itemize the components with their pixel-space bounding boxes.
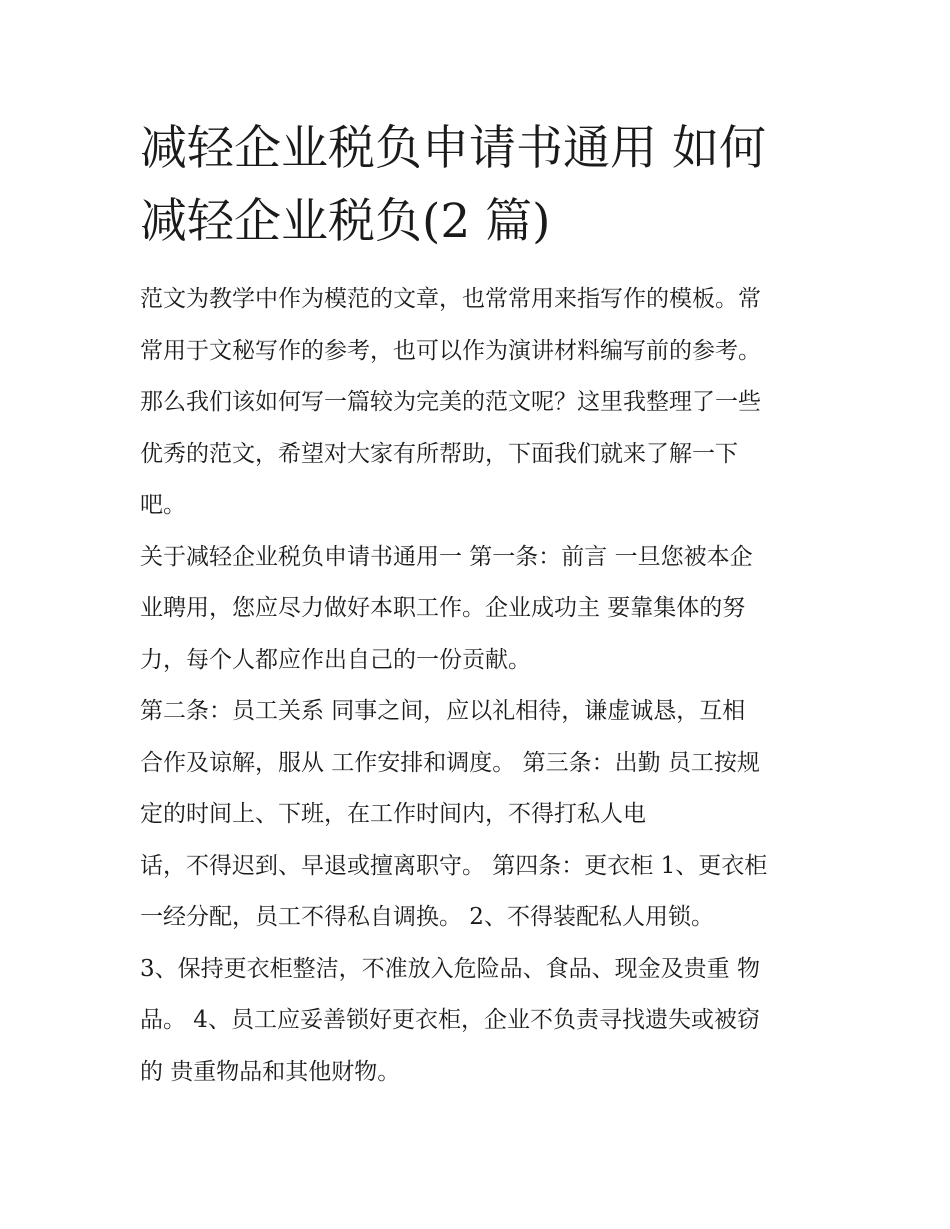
- paragraph-article-1: [140, 532, 830, 687]
- text-line: 优秀的范文，希望对大家有所帮助，下面我们就来了解一下: [140, 440, 738, 467]
- text-line: 话，不得迟到、早退或擅离职守。 第四条：更衣柜 1、更衣柜: [140, 852, 768, 879]
- text-line: 品。 4、员工应妥善锁好更衣柜，企业不负责寻找遗失或被窃: [140, 1007, 760, 1033]
- text-line: 定的时间上、下班，在工作时间内，不得打私人电: [140, 801, 646, 827]
- text-line: 第二条：员工关系 同事之间，应以礼相待，谦虚诚恳，互相: [140, 698, 746, 724]
- paragraph-intro: [140, 274, 830, 532]
- text-line: 吧。: [140, 492, 186, 518]
- document-title: [140, 112, 830, 258]
- text-line: 力，每个人都应作出自己的一份贡献。: [140, 646, 531, 673]
- text-line: 一经分配，员工不得私自调换。 2、不得装配私人用锁。: [140, 904, 714, 930]
- paragraph-articles-2-4: [140, 686, 830, 944]
- document-body: [140, 274, 830, 1098]
- text-line: 那么我们该如何写一篇较为完美的范文呢？这里我整理了一些: [140, 389, 761, 415]
- title-line: 减轻企业税负(2 篇): [140, 194, 551, 249]
- paragraph-locker-rules: [140, 944, 830, 1099]
- text-line: 3、保持更衣柜整洁，不准放入危险品、食品、现金及贵重 物: [140, 955, 760, 982]
- text-line: 业聘用，您应尽力做好本职工作。企业成功主 要靠集体的努: [140, 595, 746, 621]
- text-line: 合作及谅解，服从 工作安排和调度。 第三条：出勤 员工按规: [140, 749, 760, 776]
- text-line: 常用于文秘写作的参考，也可以作为演讲材料编写前的参考。: [140, 337, 761, 364]
- text-line: 关于减轻企业税负申请书通用一 第一条：前言 一旦您被本企: [140, 543, 753, 570]
- title-line: 减轻企业税负申请书通用 如何: [140, 121, 766, 176]
- text-line: 范文为教学中作为模范的文章，也常常用来指写作的模板。常: [140, 286, 761, 312]
- text-line: 的 贵重物品和其他财物。: [140, 1058, 401, 1085]
